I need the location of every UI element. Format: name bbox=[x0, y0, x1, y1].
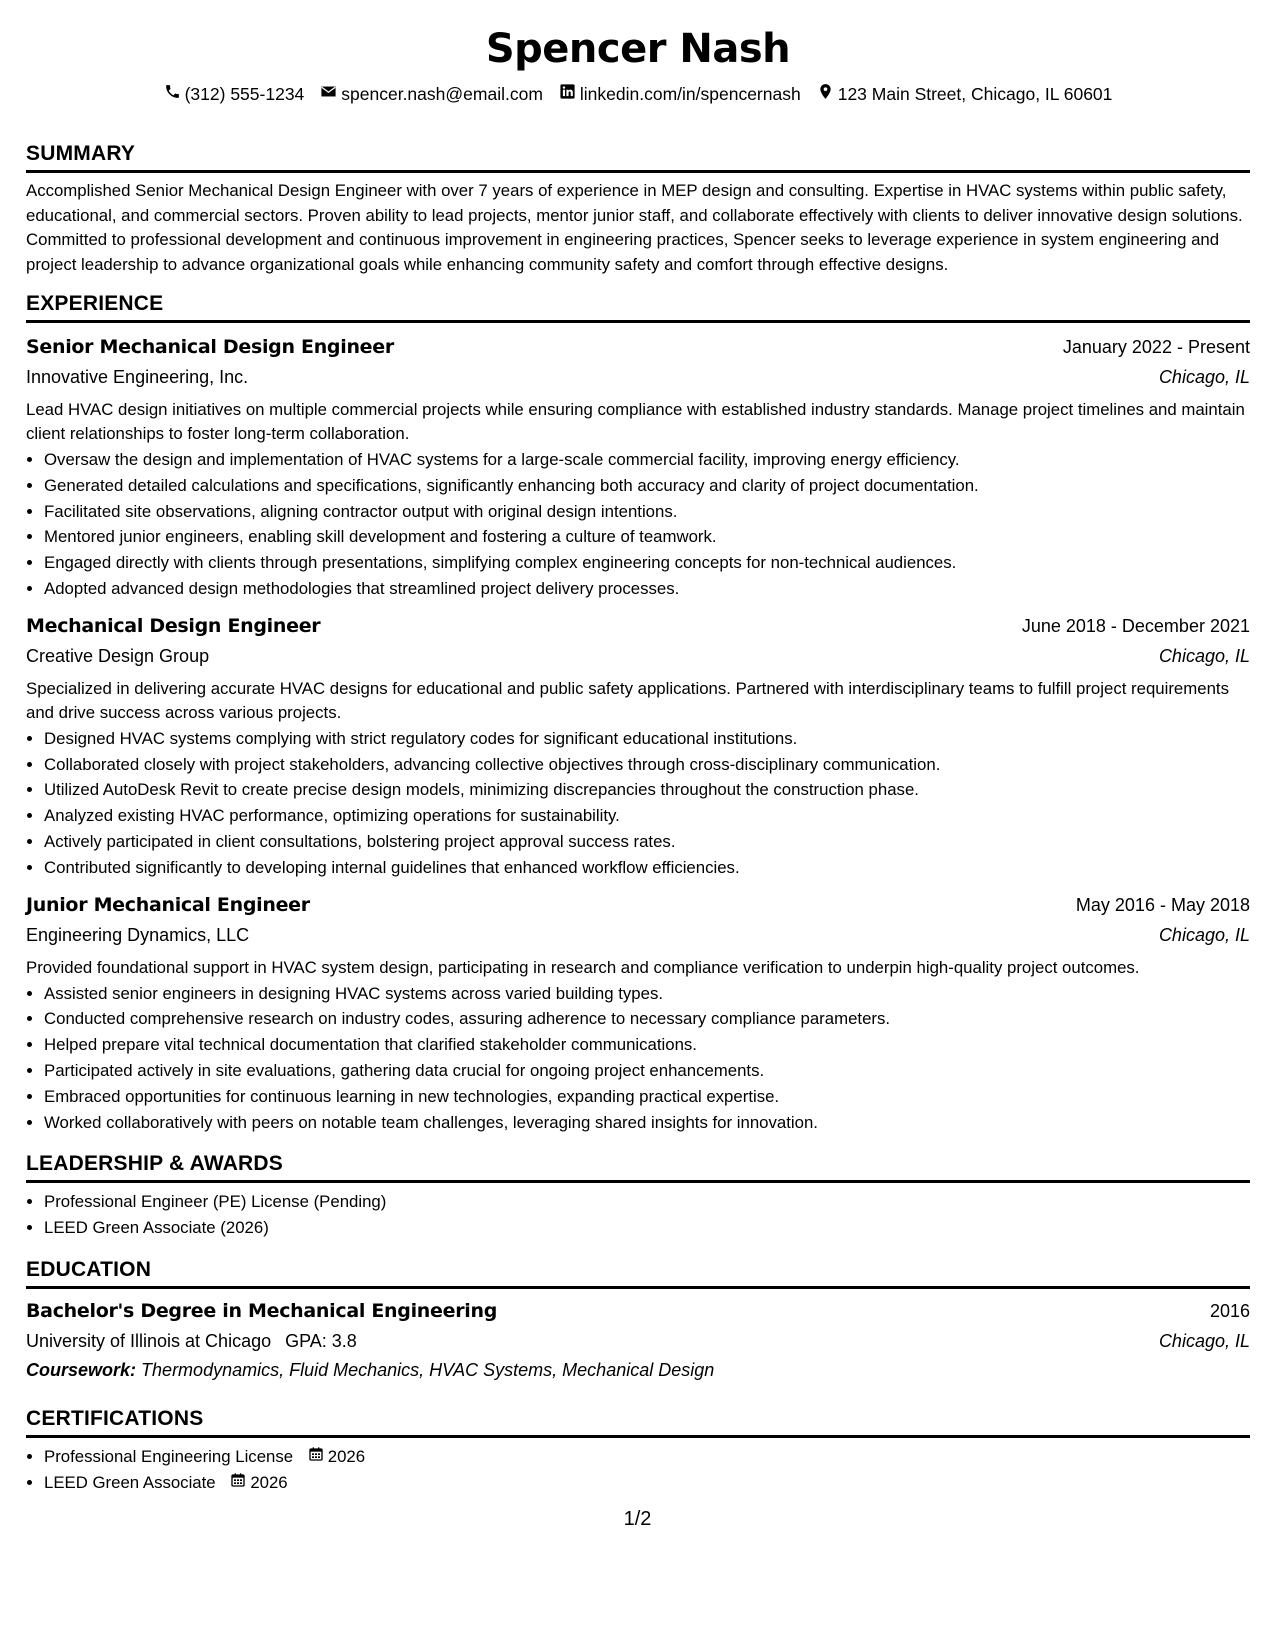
coursework-label: Coursework: bbox=[26, 1359, 137, 1380]
job-entry bbox=[26, 891, 1250, 1136]
contact-linkedin[interactable] bbox=[559, 82, 801, 106]
contact-address bbox=[817, 82, 1113, 106]
contact-email[interactable] bbox=[320, 82, 543, 106]
certification-name: Professional Engineering License bbox=[44, 1446, 294, 1466]
certification-item bbox=[44, 1444, 1250, 1470]
bullet-item: • Worked collaboratively with peers on notable team challenges, leveraging shared insights for innovation. bbox=[44, 1110, 1250, 1136]
certifications-heading: CERTIFICATIONS bbox=[26, 1406, 1250, 1438]
certification-year: 2026 bbox=[327, 1446, 366, 1466]
contact-bar bbox=[26, 82, 1250, 106]
email-text: spencer.nash@email.com bbox=[341, 84, 543, 104]
candidate-name: Spencer Nash bbox=[485, 26, 791, 72]
job-dates: January 2022 - Present bbox=[1062, 337, 1250, 357]
certification-date bbox=[308, 1444, 365, 1470]
summary-heading: SUMMARY bbox=[26, 141, 1250, 173]
certification-item bbox=[44, 1470, 1250, 1496]
linkedin-text: linkedin.com/in/spencernash bbox=[579, 84, 801, 104]
leadership-item: • Professional Engineer (PE) License (Pending) bbox=[44, 1189, 1250, 1215]
summary-text: Accomplished Senior Mechanical Design Engineer with over 7 years of experience in MEP design and consulting. Expertise in HVAC systems within public safety, educational, and commercial sectors. Proven ability to lead projects, mentor junior staff, and collaborate effectively with clients to deliver innovative design solutions. Committed to professional development and continuous improvement in engineering practices, Spencer seeks to leverage experience in system engineering and project leadership to advance organizational goals while enhancing community safety and comfort through effective designs. bbox=[26, 181, 1243, 274]
phone-icon bbox=[164, 82, 185, 106]
bullet-item: • Analyzed existing HVAC performance, optimizing operations for sustainability. bbox=[44, 803, 1250, 829]
bullet-item: • Designed HVAC systems complying with strict regulatory codes for significant educational institutions. bbox=[44, 726, 1250, 752]
bullet-item: • Oversaw the design and implementation of HVAC systems for a large-scale commercial facility, improving energy efficiency. bbox=[44, 447, 1250, 473]
bullet-item: • Contributed significantly to developing internal guidelines that enhanced workflow efficiencies. bbox=[44, 855, 1250, 881]
bullet-item: • Engaged directly with clients through presentations, simplifying complex engineering concepts for non-technical audiences. bbox=[44, 550, 1250, 576]
job-dates: June 2018 - December 2021 bbox=[1021, 615, 1250, 636]
leadership-item: • LEED Green Associate (2026) bbox=[44, 1215, 1250, 1241]
coursework-list: Thermodynamics, Fluid Mechanics, HVAC Systems, Mechanical Design bbox=[141, 1359, 715, 1380]
bullet-item: • Helped prepare vital technical documentation that clarified stakeholder communications. bbox=[44, 1032, 1250, 1058]
job-description: Provided foundational support in HVAC system design, participating in research and compliance verification to underpin high-quality project outcomes. bbox=[26, 957, 1140, 977]
phone-text: (312) 555-1234 bbox=[184, 84, 305, 104]
bullet-item: • Facilitated site observations, aligning contractor output with original design intentions. bbox=[44, 499, 1250, 525]
job-entry bbox=[26, 612, 1250, 881]
degree-title: Bachelor's Degree in Mechanical Engineering bbox=[26, 1299, 498, 1322]
bullet-item: • Actively participated in client consultations, bolstering project approval success rates. bbox=[44, 829, 1250, 855]
bullet-item: • Conducted comprehensive research on industry codes, assuring adherence to necessary compliance parameters. bbox=[44, 1006, 1250, 1032]
job-bullets bbox=[26, 447, 1250, 602]
bullet-item: • Embraced opportunities for continuous learning in new technologies, expanding practical expertise. bbox=[44, 1084, 1250, 1110]
map-pin-icon bbox=[817, 82, 838, 106]
bullet-item: • Assisted senior engineers in designing HVAC systems across varied building types. bbox=[44, 981, 1250, 1007]
leadership-heading: LEADERSHIP & AWARDS bbox=[26, 1151, 1250, 1183]
contact-phone bbox=[164, 82, 305, 106]
job-bullets bbox=[26, 981, 1250, 1136]
bullet-item: • Collaborated closely with project stakeholders, advancing collective objectives through cross-disciplinary communication. bbox=[44, 752, 1250, 778]
linkedin-icon bbox=[559, 82, 580, 106]
job-title: Junior Mechanical Engineer bbox=[26, 893, 310, 916]
certification-date bbox=[230, 1470, 287, 1496]
job-location: Chicago, IL bbox=[1158, 645, 1250, 666]
job-entry bbox=[26, 333, 1250, 602]
job-title: Senior Mechanical Design Engineer bbox=[26, 336, 394, 358]
calendar-icon bbox=[230, 1470, 250, 1496]
experience-heading: EXPERIENCE bbox=[26, 291, 1250, 323]
job-location: Chicago, IL bbox=[1158, 924, 1250, 945]
envelope-icon bbox=[320, 82, 341, 106]
school-line bbox=[26, 1327, 357, 1355]
company-name: Innovative Engineering, Inc. bbox=[26, 367, 249, 387]
address-text: 123 Main Street, Chicago, IL 60601 bbox=[837, 84, 1113, 104]
leadership-list bbox=[26, 1189, 1250, 1241]
education-heading: EDUCATION bbox=[26, 1257, 1250, 1289]
job-dates: May 2016 - May 2018 bbox=[1075, 894, 1250, 915]
certification-year: 2026 bbox=[250, 1472, 288, 1492]
certification-name: LEED Green Associate bbox=[44, 1472, 216, 1492]
school-name: University of Illinois at Chicago bbox=[26, 1330, 272, 1351]
resume-page bbox=[26, 0, 1250, 1496]
job-bullets bbox=[26, 726, 1250, 881]
calendar-icon bbox=[308, 1444, 328, 1470]
company-name: Engineering Dynamics, LLC bbox=[26, 924, 250, 945]
job-title: Mechanical Design Engineer bbox=[26, 614, 321, 637]
school-location: Chicago, IL bbox=[1158, 1330, 1250, 1351]
job-description: Specialized in delivering accurate HVAC designs for educational and public safety applications. Partnered with interdisciplinary teams to fulfill project requirements and drive success across various projects. bbox=[26, 678, 1229, 722]
bullet-item: • Generated detailed calculations and specifications, significantly enhancing both accuracy and clarity of project documentation. bbox=[44, 473, 1250, 499]
job-description: Lead HVAC design initiatives on multiple commercial projects while ensuring compliance with established industry standards. Manage project timelines and maintain client relationships to foster long-term collaboration. bbox=[26, 400, 1245, 443]
company-name: Creative Design Group bbox=[26, 645, 210, 666]
job-location: Chicago, IL bbox=[1158, 367, 1250, 387]
bullet-item: • Adopted advanced design methodologies that streamlined project delivery processes. bbox=[44, 576, 1250, 602]
certifications-list bbox=[26, 1444, 1250, 1496]
bullet-item: • Participated actively in site evaluations, gathering data crucial for ongoing project enhancements. bbox=[44, 1058, 1250, 1084]
bullet-item: • Utilized AutoDesk Revit to create precise design models, minimizing discrepancies throughout the construction phase. bbox=[44, 777, 1250, 803]
bullet-item: • Mentored junior engineers, enabling skill development and fostering a culture of teamwork. bbox=[44, 524, 1250, 550]
graduation-year: 2016 bbox=[1209, 1300, 1250, 1321]
gpa: GPA: 3.8 bbox=[285, 1330, 357, 1351]
page-number: 1/2 bbox=[623, 1508, 652, 1530]
coursework bbox=[26, 1356, 1250, 1384]
